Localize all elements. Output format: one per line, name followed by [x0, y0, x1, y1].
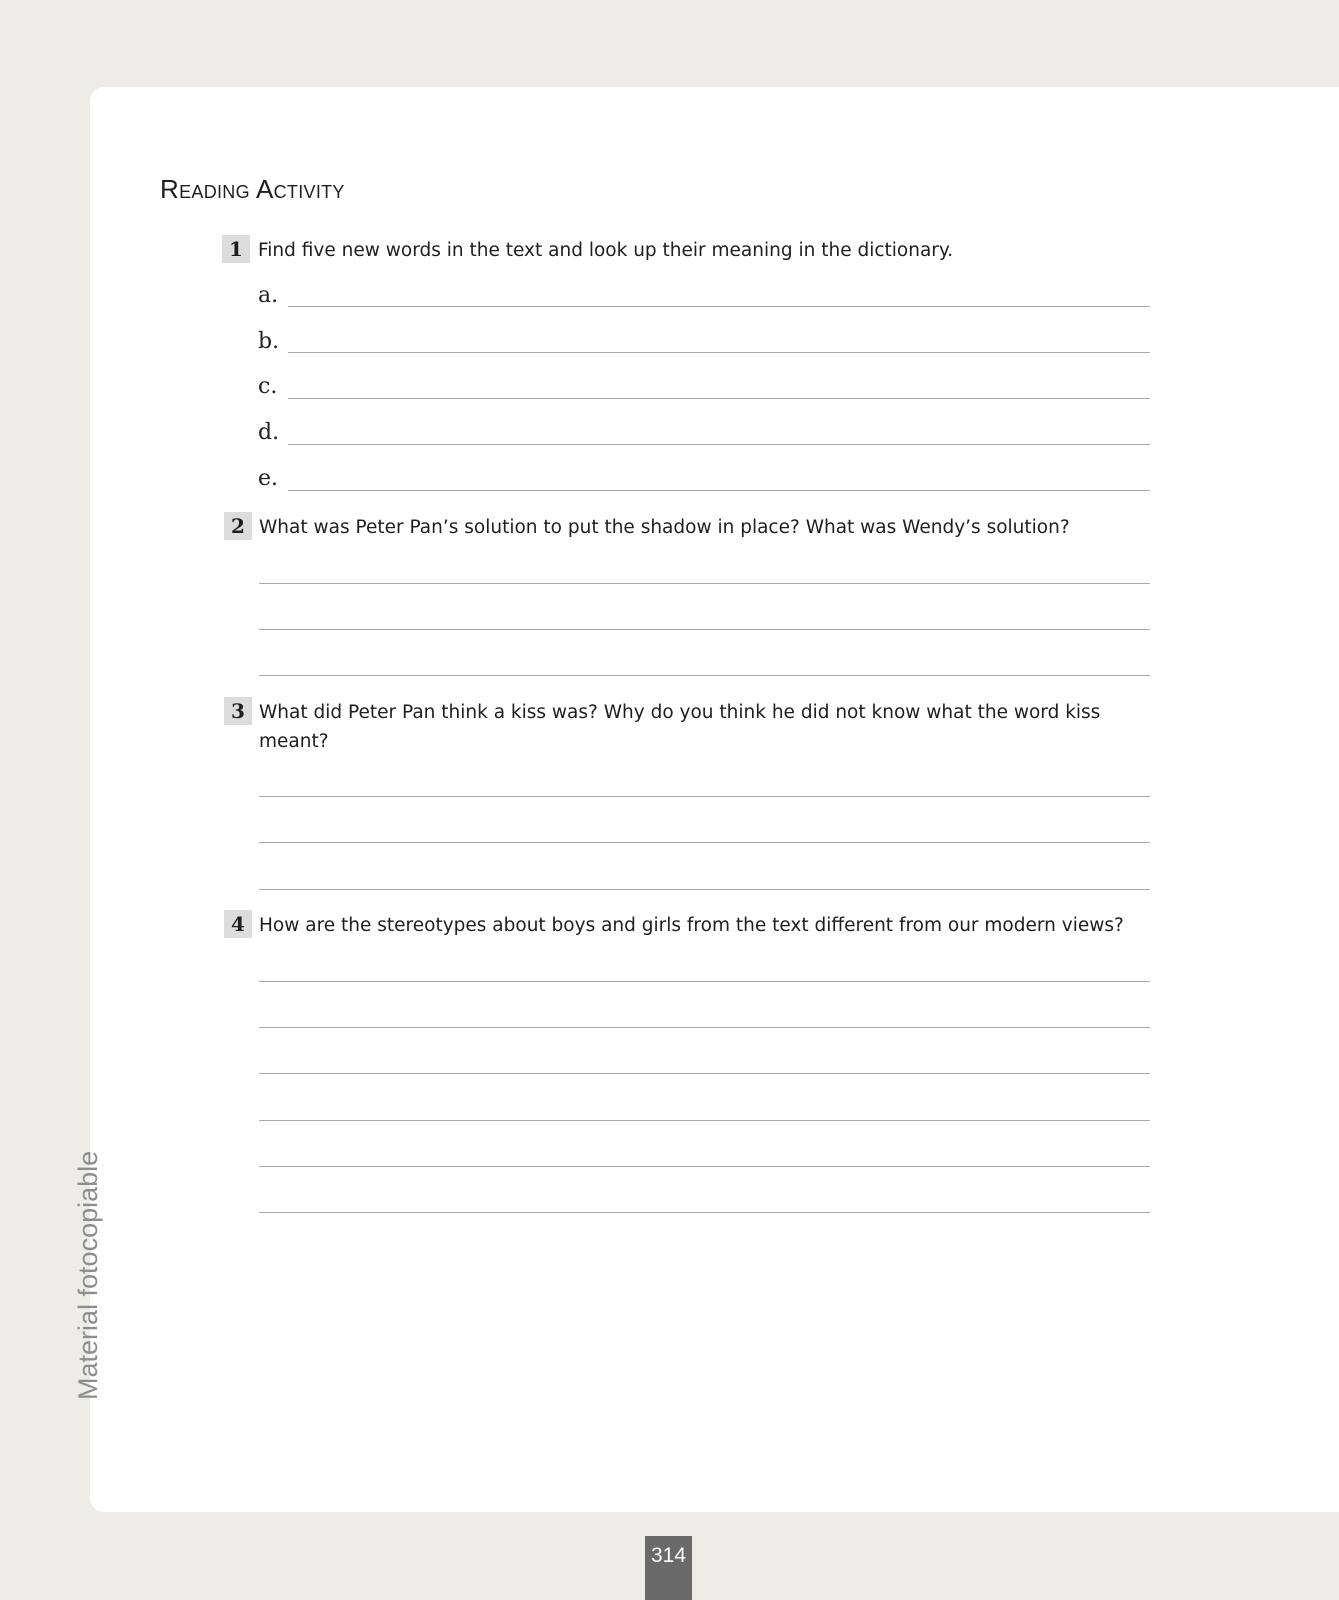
answer-line[interactable]	[259, 796, 1150, 797]
answer-line[interactable]	[259, 842, 1150, 843]
section-heading: Reading Activity	[160, 174, 345, 204]
question-4-number: 4	[224, 910, 252, 938]
answer-line[interactable]	[259, 981, 1150, 982]
page-number: 314	[645, 1536, 692, 1600]
answer-line-b[interactable]	[288, 352, 1150, 353]
answer-line[interactable]	[259, 1073, 1150, 1074]
answer-line[interactable]	[259, 583, 1150, 584]
answer-line[interactable]	[259, 1166, 1150, 1167]
side-label: Material fotocopiable	[73, 1150, 103, 1400]
answer-line[interactable]	[259, 889, 1150, 890]
answer-line[interactable]	[259, 1120, 1150, 1121]
answer-line-e[interactable]	[288, 490, 1150, 491]
answer-line[interactable]	[259, 675, 1150, 676]
question-1-text: Find five new words in the text and look up their meaning in the dictionary.	[258, 240, 954, 261]
question-3-text: What did Peter Pan think a kiss was? Why do you think he did not know what the word kiss meant?	[259, 702, 1101, 752]
answer-item-b-label: b.	[258, 329, 280, 354]
answer-item-a-label: a.	[258, 283, 279, 308]
question-3-number: 3	[224, 697, 252, 725]
answer-line[interactable]	[259, 1212, 1150, 1213]
answer-line[interactable]	[259, 1027, 1150, 1028]
question-4-text: How are the stereotypes about boys and girls from the text different from our modern views?	[259, 915, 1124, 936]
answer-line-d[interactable]	[288, 444, 1150, 445]
question-2-text: What was Peter Pan’s solution to put the shadow in place? What was Wendy’s solution?	[259, 517, 1070, 538]
answer-line[interactable]	[259, 629, 1150, 630]
answer-line-a[interactable]	[288, 306, 1150, 307]
answer-item-e-label: e.	[258, 466, 279, 491]
question-1-number: 1	[222, 235, 250, 263]
answer-item-c-label: c.	[258, 374, 278, 399]
answer-line-c[interactable]	[288, 398, 1150, 399]
question-2-number: 2	[224, 512, 252, 540]
answer-item-d-label: d.	[258, 420, 280, 445]
